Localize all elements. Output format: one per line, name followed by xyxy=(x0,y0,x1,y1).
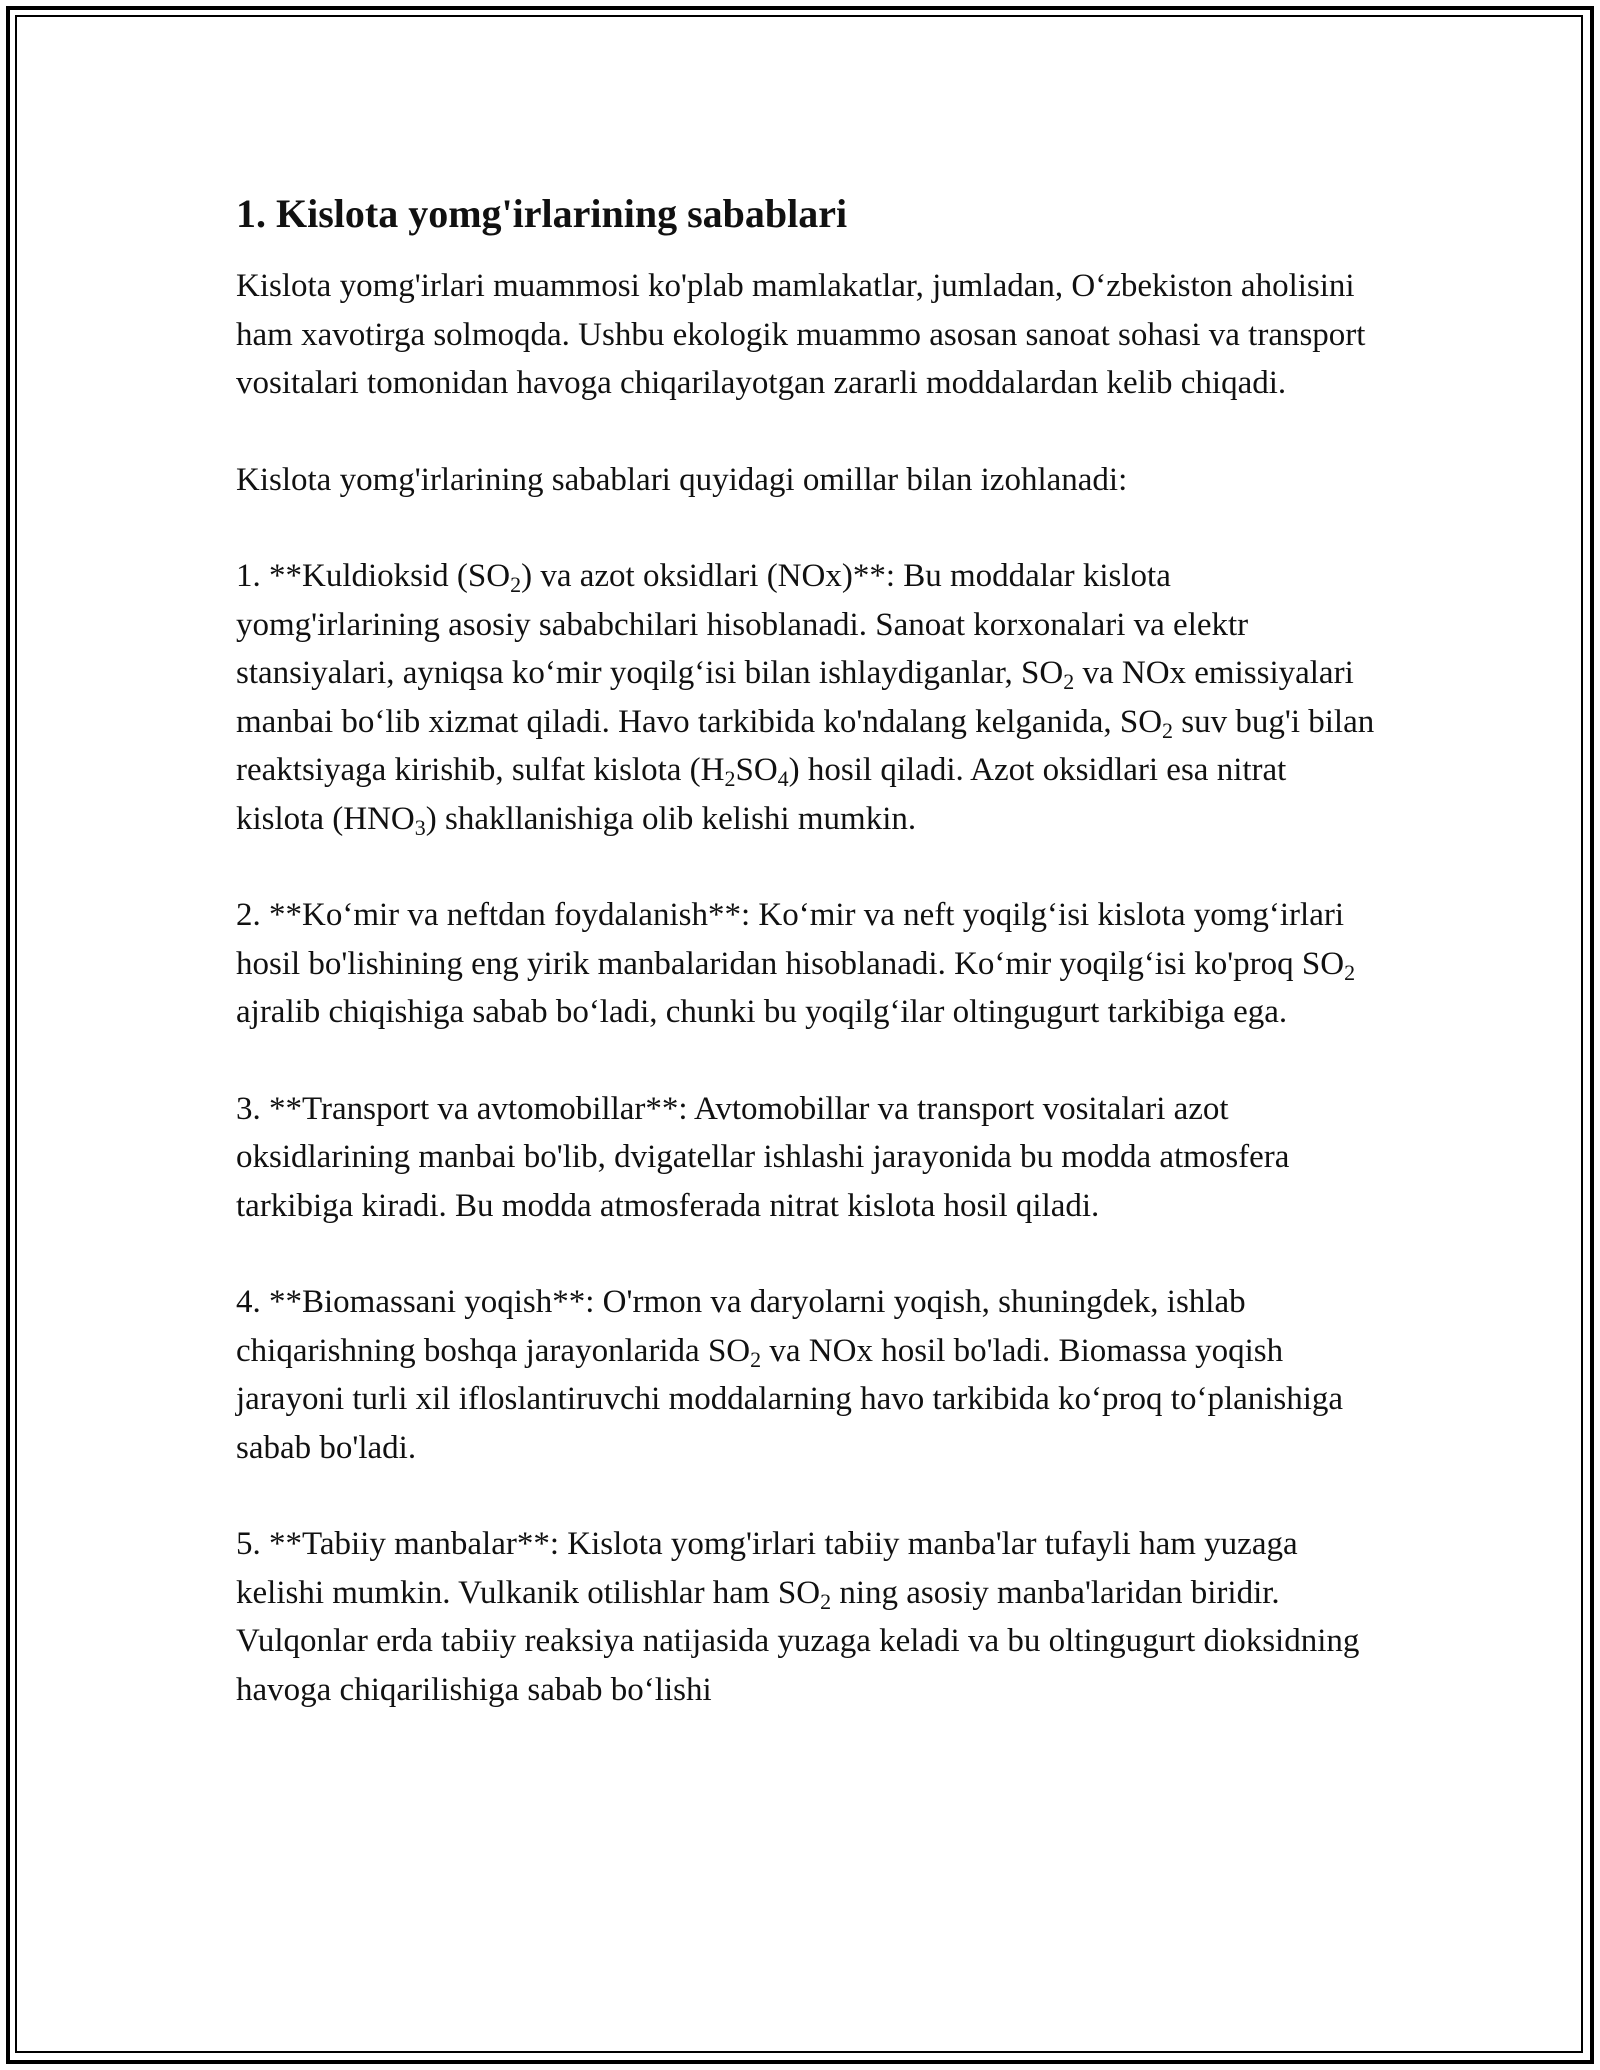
text-run: ) va azot oksidlari (NOx)**: Bu moddalar kislota yomg'irlarining asosiy sababchilari hisoblanadi. Sanoat korxonalari va elektr stansiyalari, ayniqsa ko‘mir yoqilg‘isi bilan ishlaydiganlar, SO xyxy=(236,558,1249,691)
text-run: ajralib chiqishiga sabab bo‘ladi, chunki bu yoqilg‘ilar oltingugurt tarkibiga ega. xyxy=(236,994,1288,1030)
cause-item-1 xyxy=(236,552,1376,843)
intro-paragraph: Kislota yomg'irlari muammosi ko'plab mamlakatlar, jumladan, O‘zbekiston aholisini ham xavotirga solmoqda. Ushbu ekologik muammo asosan sanoat sohasi va transport vositalari tomonidan havoga chiqarilayotgan zararli moddalardan kelib chiqadi. xyxy=(236,268,1366,401)
subscript: 3 xyxy=(414,814,426,840)
text-run: 4. **Biomassani yoqish**: O'rmon va daryolarni yoqish, shuningdek, ishlab chiqarishning boshqa jarayonlarida SO xyxy=(236,1284,1246,1369)
text-run: 1. **Kuldioksid (SO xyxy=(236,558,511,594)
subscript: 2 xyxy=(1162,717,1174,743)
subscript: 2 xyxy=(510,572,522,597)
subscript: 2 xyxy=(724,766,736,791)
text-run: suv bug'i bilan reaktsiyaga kirishib, sulfat kislota (H xyxy=(236,703,1375,788)
lead-paragraph: Kislota yomg'irlarining sabablari quyidagi omillar bilan izohlanadi: xyxy=(236,461,1128,498)
text-run: 5. **Tabiiy manbalar**: Kislota yomg'irlari tabiiy manba'lar tufayli ham yuzaga kelishi mumkin. Vulkanik otilishlar ham SO xyxy=(236,1526,1298,1611)
subscript: 2 xyxy=(820,1588,832,1614)
section-heading: 1. Kislota yomg'irlarining sabablari xyxy=(236,191,848,236)
text-run: va NOx emissiyalari manbai bo‘lib xizmat qiladi. Havo tarkibida ko'ndalang kelganida, SO xyxy=(236,655,1354,740)
cause-item-3: 3. **Transport va avtomobillar**: Avtomobillar va transport vositalari azot oksidlarining manbai bo'lib, dvigatellar ishlashi jarayonida bu modda atmosfera tarkibiga kiradi. Bu modda atmosferada nitrat kislota hosil qiladi. xyxy=(236,1090,1290,1224)
text-run: ning asosiy manba'laridan biridir. Vulqonlar erda tabiiy reaksiya natijasida yuzaga keladi va bu oltingugurt dioksidning havoga chiqarilishiga sabab bo‘lishi xyxy=(236,1574,1360,1708)
cause-item-4 xyxy=(236,1278,1376,1472)
text-run: ) shakllanishiga olib kelishi mumkin. xyxy=(425,800,917,837)
text-run: ) hosil qiladi. Azot oksidlari esa nitrat kislota (HNO xyxy=(236,752,1287,837)
text-run: 2. **Ko‘mir va neftdan foydalanish**: Ko‘mir va neft yoqilg‘isi kislota yomg‘irlari hosil bo'lishining eng yirik manbalaridan hisoblanadi. Ko‘mir yoqilg‘isi ko'proq SO xyxy=(236,897,1345,982)
text-run: va NOx hosil bo'ladi. Biomassa yoqish jarayoni turli xil ifloslantiruvchi moddalarning havo tarkibida ko‘proq to‘planishiga sabab bo'ladi. xyxy=(236,1332,1344,1466)
subscript: 2 xyxy=(1063,669,1075,694)
document-body xyxy=(236,186,1376,1762)
cause-item-2 xyxy=(236,891,1376,1037)
cause-item-5 xyxy=(236,1520,1376,1714)
subscript: 2 xyxy=(1344,959,1356,985)
subscript: 4 xyxy=(777,766,789,791)
subscript: 2 xyxy=(750,1346,762,1372)
text-run: SO xyxy=(735,752,778,788)
